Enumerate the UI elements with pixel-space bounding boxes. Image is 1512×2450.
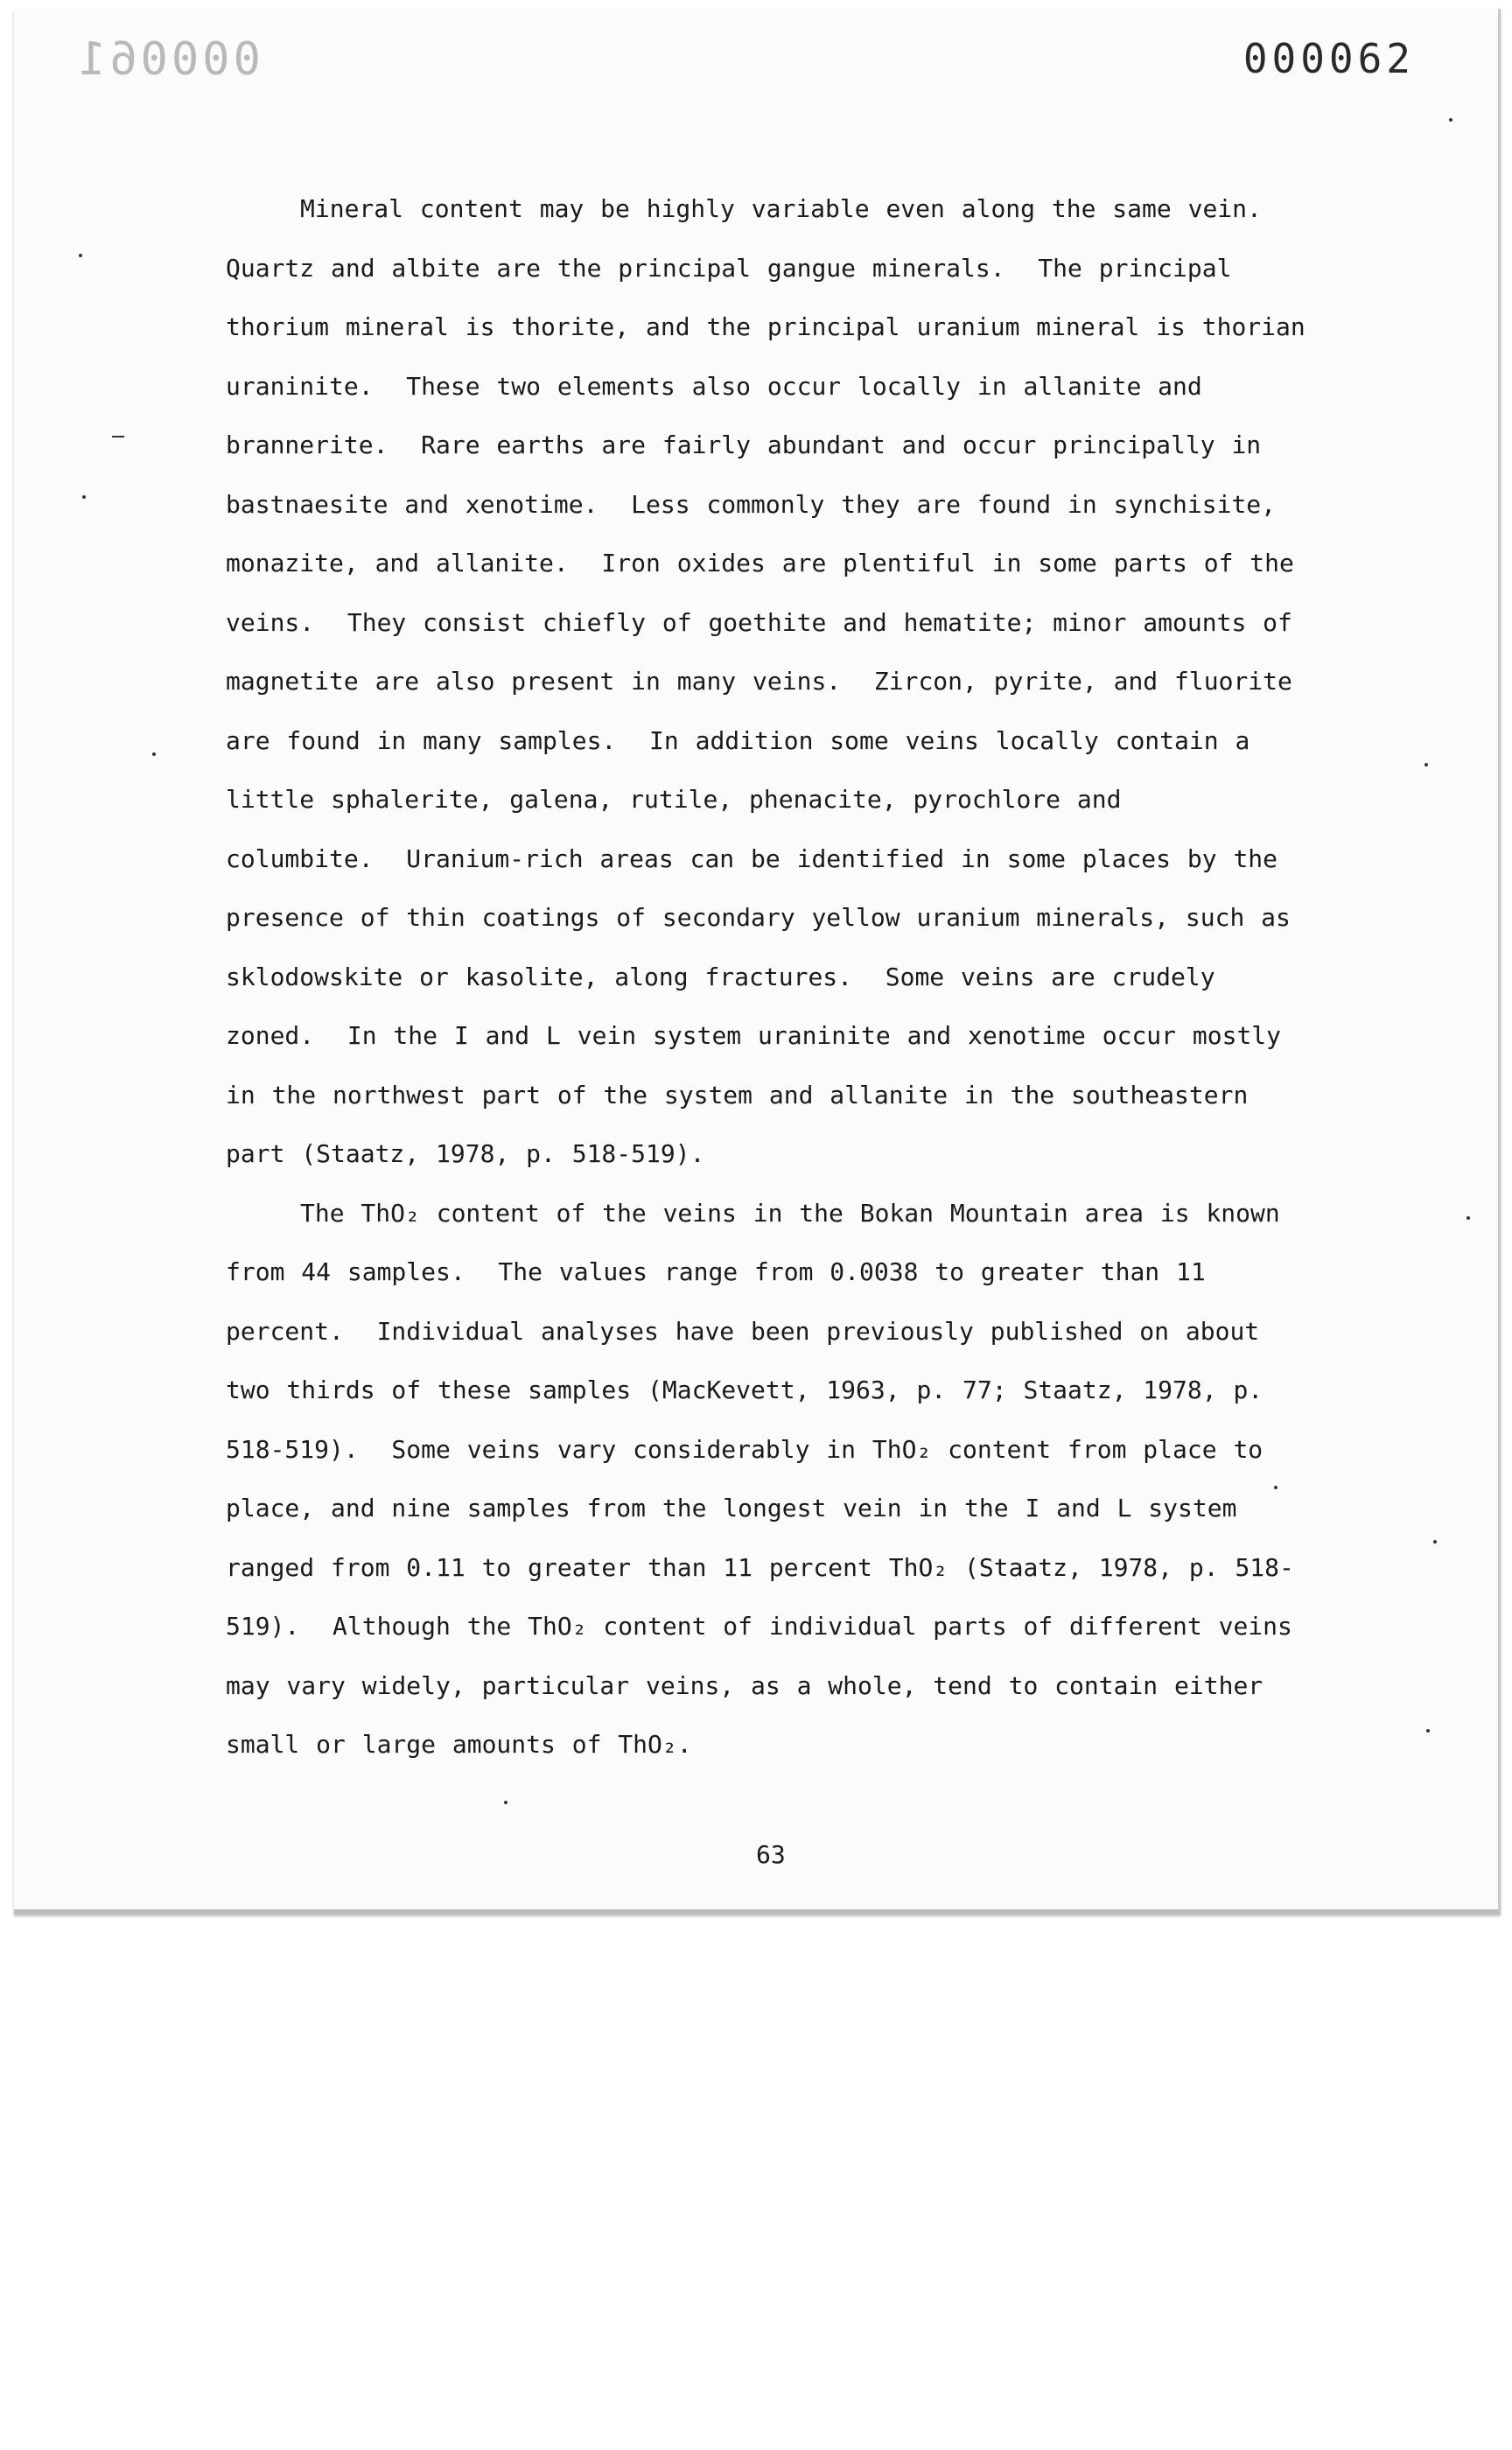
paragraph-2-line-4: two thirds of these samples (MacKevett, 1963, p. 77; Staatz, 1978, p. bbox=[226, 1376, 1264, 1404]
paragraph-1-line-10: are found in many samples. In addition some veins locally contain a bbox=[226, 725, 1250, 755]
paragraph-2-line-2: from 44 samples. The values range from 0.0038 to greater than 11 bbox=[226, 1257, 1206, 1286]
scan-speck bbox=[1426, 1729, 1430, 1732]
paragraph-2-line-3: percent. Individual analyses have been previously published on about bbox=[226, 1316, 1260, 1346]
paragraph-2 bbox=[226, 1184, 1363, 1774]
paragraph-1-line-17: part (Staatz, 1978, p. 518-519). bbox=[226, 1139, 705, 1168]
paragraph-1-line-6: bastnaesite and xenotime. Less commonly they are found in synchisite, bbox=[226, 489, 1277, 519]
paragraph-1-line-1: Mineral content may be highly variable even along the same vein. bbox=[300, 194, 1262, 223]
scan-speck bbox=[1433, 1540, 1437, 1544]
serial-number: 000062 bbox=[1242, 35, 1415, 82]
scan-speck bbox=[504, 1801, 508, 1804]
mirrored-serial-bleedthrough: 000061 bbox=[75, 33, 261, 86]
scan-speck bbox=[79, 254, 82, 257]
paragraph-1-line-11: little sphalerite, galena, rutile, phenacite, pyrochlore and bbox=[226, 785, 1122, 814]
paragraph-1-line-3: thorium mineral is thorite, and the principal uranium mineral is thorian bbox=[226, 312, 1306, 341]
paragraph-1-line-13: presence of thin coatings of secondary yellow uranium minerals, such as bbox=[226, 903, 1291, 932]
page-number: 63 bbox=[756, 1840, 786, 1869]
scan-speck bbox=[112, 436, 124, 438]
paragraph-1-line-12: columbite. Uranium-rich areas can be identified in some places by the bbox=[226, 844, 1278, 873]
paragraph-2-line-9: may vary widely, particular veins, as a whole, tend to contain either bbox=[226, 1670, 1264, 1700]
paragraph-1-line-7: monazite, and allanite. Iron oxides are plentiful in some parts of the bbox=[226, 549, 1294, 578]
scan-speck bbox=[1466, 1216, 1470, 1220]
scan-speck bbox=[152, 752, 156, 756]
scan-speck bbox=[1424, 763, 1428, 766]
paragraph-1-line-14: sklodowskite or kasolite, along fractures. Some veins are crudely bbox=[226, 962, 1215, 991]
scan-speck bbox=[1449, 118, 1452, 122]
body-text bbox=[226, 179, 1363, 1774]
paragraph-2-line-1: The ThO₂ content of the veins in the Bokan Mountain area is known bbox=[300, 1198, 1280, 1228]
paper-sheet bbox=[14, 9, 1501, 1914]
paragraph-1-line-15: zoned. In the I and L vein system uraninite and xenotime occur mostly bbox=[226, 1021, 1282, 1050]
paragraph-2-line-7: ranged from 0.11 to greater than 11 percent ThO₂ (Staatz, 1978, p. 518- bbox=[226, 1552, 1294, 1582]
paragraph-2-line-8: 519). Although the ThO₂ content of individual parts of different veins bbox=[226, 1612, 1292, 1641]
paragraph-2-line-10: small or large amounts of ThO₂. bbox=[226, 1730, 692, 1759]
scan-speck bbox=[1274, 1486, 1278, 1489]
paragraph-1-line-2: Quartz and albite are the principal gangue minerals. The principal bbox=[226, 253, 1232, 283]
paragraph-1 bbox=[226, 179, 1363, 1184]
paragraph-1-line-16: in the northwest part of the system and allanite in the southeastern bbox=[226, 1080, 1249, 1110]
scan-speck bbox=[82, 495, 86, 499]
paragraph-2-line-5: 518-519). Some veins vary considerably in ThO₂ content from place to bbox=[226, 1434, 1264, 1464]
paragraph-1-line-8: veins. They consist chiefly of goethite and hematite; minor amounts of bbox=[226, 607, 1292, 637]
paragraph-2-line-6: place, and nine samples from the longest vein in the I and L system bbox=[226, 1494, 1237, 1522]
paragraph-1-line-9: magnetite are also present in many veins. Zircon, pyrite, and fluorite bbox=[226, 667, 1292, 696]
paragraph-1-line-4: uraninite. These two elements also occur locally in allanite and bbox=[226, 371, 1202, 401]
paragraph-1-line-5: brannerite. Rare earths are fairly abundant and occur principally in bbox=[226, 430, 1262, 459]
